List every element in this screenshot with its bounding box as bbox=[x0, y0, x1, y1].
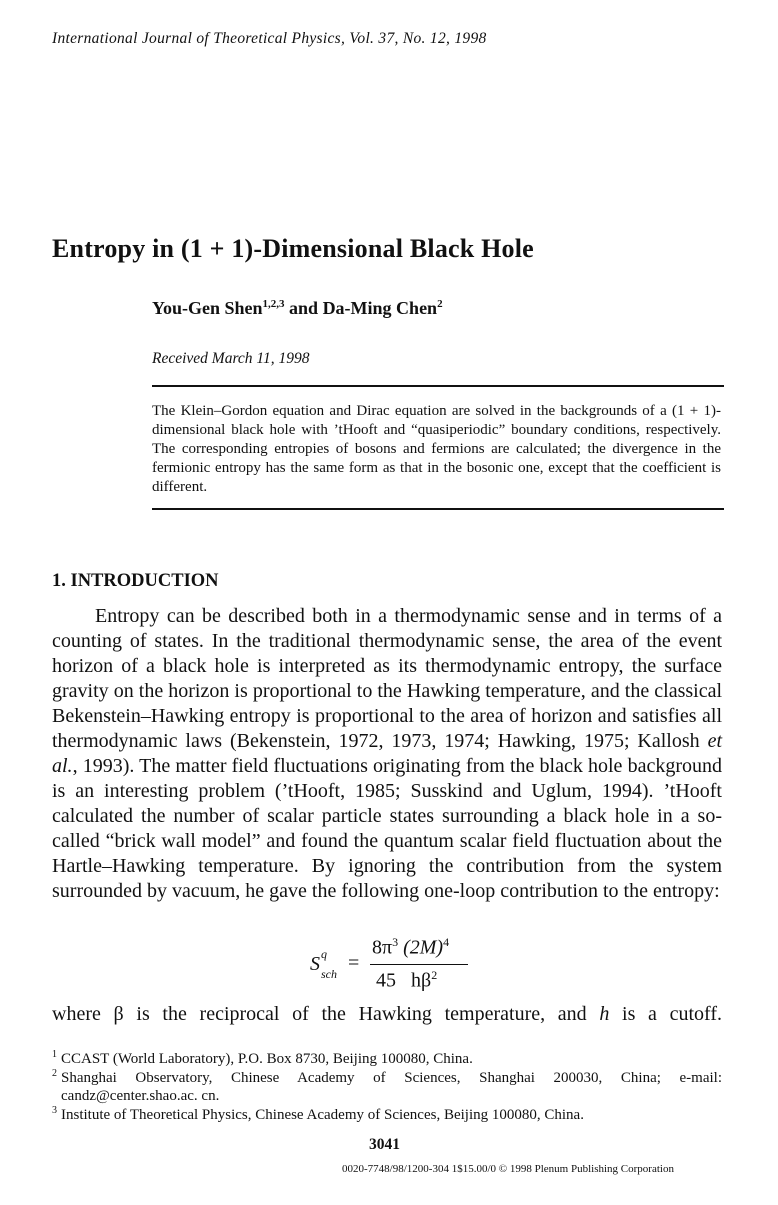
footnote bbox=[52, 1069, 722, 1106]
section-heading bbox=[52, 571, 219, 592]
denominator-term: hβ bbox=[411, 969, 432, 992]
copyright-line: 0020-7748/98/1200-304 1$15.00/0 © 1998 Plenum Publishing Corporation bbox=[342, 1163, 674, 1175]
fraction-bar bbox=[370, 964, 468, 965]
author-name: You-Gen Shen bbox=[152, 298, 263, 318]
received-date: Received March 11, 1998 bbox=[152, 350, 310, 367]
footnote-text: Institute of Theoretical Physics, Chinese Academy of Sciences, Beijing 100080, China. bbox=[61, 1106, 584, 1123]
paragraph-span: , 1993). The matter field fluctuations originating from the black hole background is an interesting problem (’tHooft, 1985; Susskind and Uglum, 1994). ’tHooft calculated the number of scalar particle states surrounding a black hole in a so-called “brick wall model” and found the quantum scalar field fluctuation about the Hartle–Hawking temperature. By ignoring the contribution from the system surrounded by vacuum, he gave the following one-loop contribution to the entropy: bbox=[52, 755, 722, 902]
section-title: INTRODUCTION bbox=[70, 571, 219, 591]
text-span: is a cutoff. bbox=[609, 1003, 722, 1025]
footnote-mark: 2 bbox=[52, 1067, 57, 1079]
footnote bbox=[52, 1106, 722, 1125]
footnotes bbox=[52, 1050, 722, 1124]
denominator-term: 45 bbox=[376, 969, 396, 992]
abstract-bottom-rule bbox=[152, 508, 724, 510]
footnote-text: CCAST (World Laboratory), P.O. Box 8730, Beijing 100080, China. bbox=[61, 1051, 473, 1067]
entropy-superscript: q bbox=[321, 947, 327, 961]
equation-lhs bbox=[310, 947, 337, 981]
text-span: where β is the reciprocal of the Hawking temperature, and bbox=[52, 1003, 600, 1025]
entropy-symbol: S bbox=[310, 953, 320, 975]
intro-paragraph bbox=[52, 604, 722, 904]
paper-title: Entropy in (1 + 1)-Dimensional Black Hole bbox=[52, 234, 534, 263]
exponent: 4 bbox=[443, 935, 450, 949]
affiliation-marks: 1,2,3 bbox=[262, 298, 285, 310]
footnote-mark: 1 bbox=[52, 1049, 57, 1060]
numerator bbox=[372, 935, 449, 960]
exponent: 2 bbox=[431, 968, 438, 982]
footnote bbox=[52, 1050, 722, 1069]
abstract-top-rule bbox=[152, 385, 724, 387]
author-name: Da-Ming Chen bbox=[322, 298, 438, 318]
author-conjunction: and bbox=[289, 298, 319, 318]
footnote-mark: 3 bbox=[52, 1104, 57, 1116]
exponent: 3 bbox=[392, 935, 399, 949]
paragraph-span: Entropy can be described both in a thermodynamic sense and in terms of a counting of states. In the traditional thermodynamic sense, the area of the event horizon of a black hole is interpreted as its thermodynamic entropy, the surface gravity on the horizon is proportional to the Hawking temperature, and the classical Bekenstein–Hawking entropy is proportional to the area of horizon and satisfies all thermodynamic laws (Bekenstein, 1972, 1973, 1974; Hawking, 1975; Kallosh bbox=[52, 605, 722, 752]
page-number: 3041 bbox=[369, 1136, 400, 1153]
footnote-text: Shanghai Observatory, Chinese Academy of Sciences, Shanghai 200030, China; e-mail: bbox=[61, 1069, 722, 1086]
numerator-term: 8π bbox=[372, 936, 393, 959]
numerator-term: (2M) bbox=[403, 936, 444, 959]
section-number: 1. bbox=[52, 571, 66, 591]
footnote-email: candz@center.shao.ac. cn. bbox=[61, 1088, 220, 1104]
equals-sign: = bbox=[348, 952, 360, 974]
affiliation-marks: 2 bbox=[437, 298, 443, 310]
entropy-subscript: sch bbox=[321, 967, 337, 981]
journal-header: International Journal of Theoretical Physics, Vol. 37, No. 12, 1998 bbox=[52, 30, 487, 47]
post-equation-text bbox=[52, 1003, 722, 1026]
paragraph-text bbox=[52, 604, 722, 904]
denominator bbox=[376, 968, 437, 993]
cutoff-symbol: h bbox=[599, 1003, 610, 1025]
citation-etal: et al. bbox=[52, 730, 722, 777]
author-line bbox=[152, 298, 443, 319]
abstract: The Klein–Gordon equation and Dirac equation are solved in the backgrounds of a (1 + 1)-dimensional black hole with ’tHooft and “quasiperiodic” boundary conditions, respectively. The corresponding entropies of bosons and fermions are calculated; the divergence in the fermionic entropy has the same form as that in the bosonic one, except that the coefficient is different. bbox=[152, 403, 721, 495]
